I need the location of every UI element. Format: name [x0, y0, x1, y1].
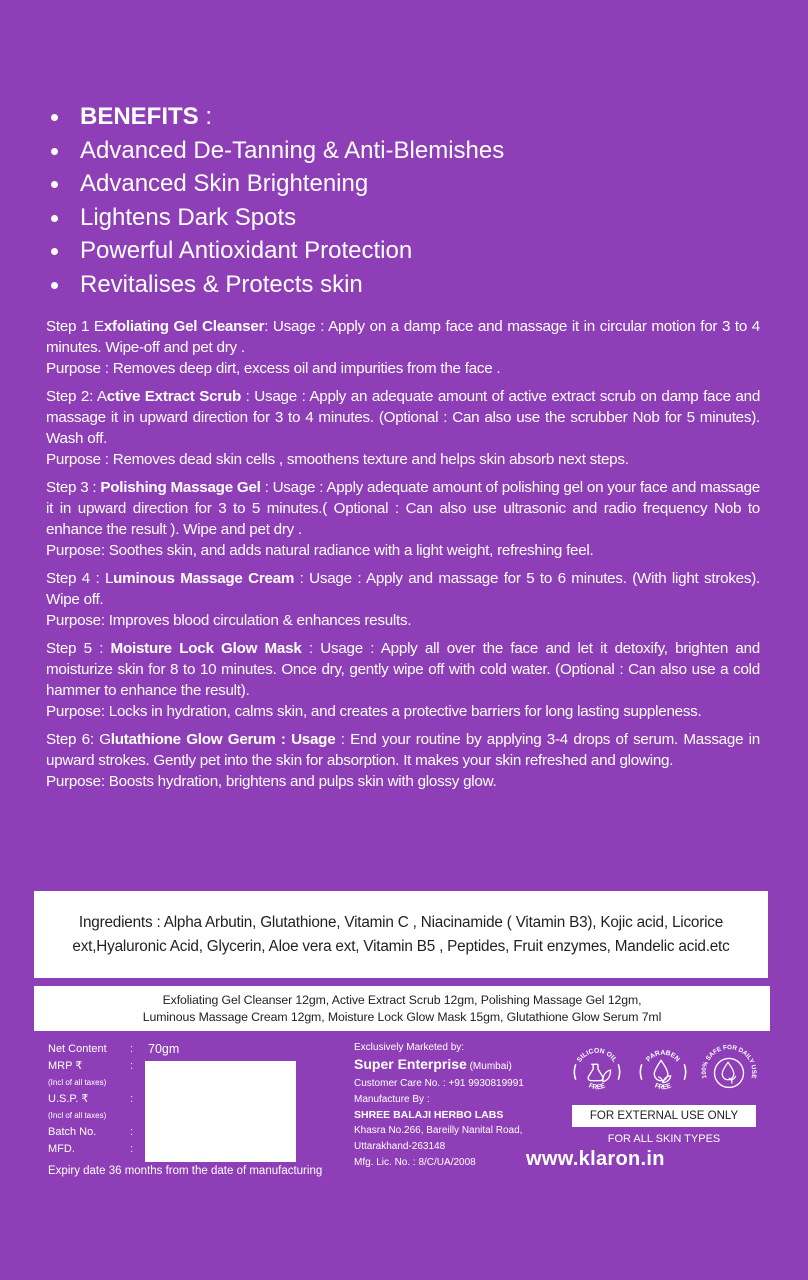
- svg-text:100% SAFE FOR DAILY USE: 100% SAFE FOR DAILY USE: [700, 1044, 758, 1079]
- benefit-item: Powerful Antioxidant Protection: [48, 234, 748, 268]
- expiry-note: Expiry date 36 months from the date of manufacturing: [48, 1165, 323, 1177]
- step-purpose: Purpose : Removes dead skin cells , smoothens texture and helps skin absorb next steps.: [46, 451, 629, 468]
- step-usage: Step 4 : Luminous Massage Cream : Usage : Apply and massage for 5 to 6 minutes. (With light strokes). Wipe off.: [46, 570, 761, 608]
- net-content-row: Net Content : 70gm: [48, 1042, 180, 1056]
- step-5: [46, 638, 760, 722]
- ingredients-text: Ingredients : Alpha Arbutin, Glutathione, Vitamin C , Niacinamide ( Vitamin B3), Kojic acid, Licorice ext,Hyaluronic Acid, Glycerin, Aloe vera ext, Vitamin B5 , Peptides, Fruit enzymes, Mandelic acid.etc: [72, 913, 730, 955]
- certification-badges: [568, 1043, 768, 1101]
- usp-note: (Incl of all taxes): [48, 1111, 107, 1120]
- svg-text:FREE: FREE: [587, 1082, 607, 1092]
- usp-row: U.S.P. ₹ :: [48, 1093, 134, 1105]
- step-4: [46, 568, 760, 631]
- price-batch-blank-panel: [145, 1061, 296, 1162]
- benefit-item: Advanced Skin Brightening: [48, 167, 748, 201]
- product-details: [48, 1041, 338, 1177]
- step-purpose: Purpose: Improves blood circulation & enhances results.: [46, 612, 412, 629]
- benefit-item: Advanced De-Tanning & Anti-Blemishes: [48, 134, 748, 168]
- step-usage: Step 2: Active Extract Scrub : Usage : Apply an adequate amount of active extract scrub on damp face and massage it in upward direction for 3 to 4 minutes. (Optional : Can also use the scrubber Nob for 5 minutes). Wash off.: [46, 388, 761, 447]
- kit-contents-text: Exfoliating Gel Cleanser 12gm, Active Extract Scrub 12gm, Polishing Massage Gel 12gm, Luminous Massage Cream 12gm, Moisture Lock Glow Mask 15gm, Glutathione Glow Serum 7ml: [142, 992, 662, 1024]
- step-1: [46, 316, 760, 379]
- step-usage: Step 1 Exfoliating Gel Cleanser: Usage : Apply on a damp face and massage it in circular motion for 3 to 4 minutes. Wipe-off and pet dry .: [46, 318, 760, 356]
- ingredients-panel: [34, 891, 768, 978]
- mrp-row: MRP ₹ :: [48, 1060, 134, 1072]
- marketer-name: Super Enterprise (Mumbai): [354, 1056, 512, 1072]
- manufacturer-name: SHREE BALAJI HERBO LABS: [354, 1109, 504, 1121]
- step-purpose: Purpose : Removes deep dirt, excess oil and impurities from the face .: [46, 360, 501, 377]
- benefit-item: Revitalises & Protects skin: [48, 268, 748, 302]
- mfg-license: Mfg. Lic. No. : 8/C/UA/2008: [354, 1157, 476, 1168]
- svg-text:FREE: FREE: [653, 1082, 673, 1092]
- customer-care: Customer Care No. : +91 9930819991: [354, 1078, 524, 1089]
- safe-daily-use-icon: [700, 1043, 758, 1101]
- benefits-list: [48, 100, 748, 301]
- step-2: [46, 386, 760, 470]
- svg-text:SILICON OIL: SILICON OIL: [575, 1047, 619, 1064]
- step-usage: Step 3 : Polishing Massage Gel : Usage : Apply adequate amount of polishing gel on your face and massage it in upward direction for 3 to 5 minutes.( Optional : Can also use ultrasonic and radio frequency Nob to enhance the result ). Wipe and pet dry .: [46, 479, 760, 538]
- step-purpose: Purpose: Boosts hydration, brightens and pulps skin with glossy glow.: [46, 773, 497, 790]
- step-usage: Step 5 : Moisture Lock Glow Mask : Usage : Apply all over the face and let it detoxify, brighten and moisturize skin for 8 to 10 minutes. Once dry, gently wipe off with cold water. (Optional : Can also use a cold hammer to enhance the result).: [46, 640, 760, 699]
- website-link[interactable]: www.klaron.in: [526, 1148, 665, 1170]
- step-6: [46, 729, 760, 792]
- benefits-heading: BENEFITS :: [48, 100, 748, 134]
- step-purpose: Purpose: Locks in hydration, calms skin, and creates a protective barriers for long lasting suppleness.: [46, 703, 702, 720]
- mrp-note: (Incl of all taxes): [48, 1078, 107, 1087]
- paraben-free-icon: [634, 1043, 692, 1101]
- kit-contents-panel: [34, 986, 770, 1031]
- silicon-oil-free-icon: [568, 1043, 626, 1101]
- net-content-value: 70gm: [148, 1042, 180, 1056]
- usage-steps: [46, 316, 760, 799]
- step-purpose: Purpose: Soothes skin, and adds natural radiance with a light weight, refreshing feel.: [46, 542, 594, 559]
- external-use-label: FOR EXTERNAL USE ONLY: [572, 1105, 756, 1127]
- skin-types-label: FOR ALL SKIN TYPES: [607, 1133, 721, 1145]
- marketer-info: Exclusively Marketed by: Super Enterprise (Mumbai) Customer Care No. : +91 9930819991 Manufacture By : SHREE BALAJI HERBO LABS Khasra No.266, Bareilly Nanital Road, Uttarakhand-263148 Mfg. Lic. No. : 8/C/UA/2008: [354, 1041, 564, 1171]
- step-usage: Step 6: Glutathione Glow Gerum : Usage : End your routine by applying 3-4 drops of serum. Massage in upward strokes. Gently pet into the skin for absorption. It makes your skin refreshed and glowing.: [46, 731, 760, 769]
- step-3: [46, 477, 760, 561]
- benefit-item: Lightens Dark Spots: [48, 201, 748, 235]
- svg-text:PARABEN: PARABEN: [645, 1049, 681, 1064]
- batch-row: Batch No. :: [48, 1126, 134, 1138]
- mfd-row: MFD. :: [48, 1143, 134, 1155]
